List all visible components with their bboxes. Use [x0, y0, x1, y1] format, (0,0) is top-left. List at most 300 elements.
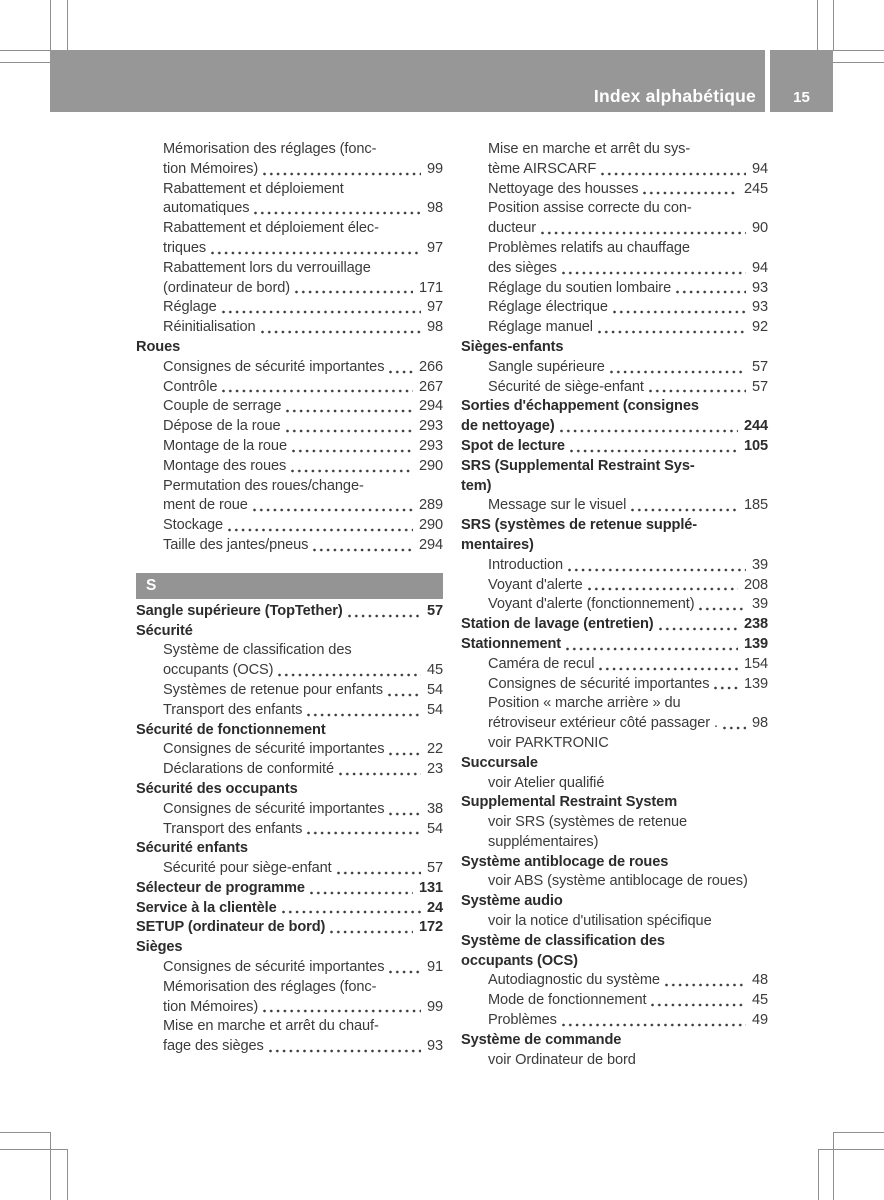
crop-mark [50, 1132, 51, 1200]
crop-mark [0, 50, 50, 51]
crop-mark [833, 1132, 834, 1200]
entry-text: supplémentaires) [488, 833, 599, 850]
crop-mark [50, 0, 51, 50]
entry-text: Introduction [488, 556, 564, 573]
index-entry [461, 259, 768, 279]
crop-mark [833, 50, 884, 51]
index-entry [136, 839, 443, 859]
entry-page-number: 131 [418, 879, 443, 896]
entry-text: Dépose de la roue [163, 418, 281, 435]
entry-page-number: 93 [751, 279, 768, 296]
index-column-right [461, 140, 768, 1070]
crop-mark [67, 1149, 68, 1200]
entry-page-number: 105 [743, 437, 768, 454]
entry-page-number: 54 [426, 701, 443, 718]
entry-text: voir SRS (systèmes de retenue [488, 814, 688, 831]
entry-text: Système antiblocage de roues [461, 853, 669, 870]
index-entry [461, 180, 768, 200]
entry-page-number: 57 [751, 378, 768, 395]
index-entry [461, 932, 768, 952]
dot-leader [599, 667, 738, 671]
index-entry [136, 199, 443, 219]
dot-leader [643, 191, 738, 195]
entry-text: Voyant d'alerte [488, 576, 583, 593]
entry-text: Transport des enfants [163, 820, 303, 837]
entry-text: Supplemental Restraint System [461, 794, 678, 811]
entry-text: Taille des jantes/pneus [163, 536, 309, 553]
index-entry [136, 879, 443, 899]
entry-page-number: 45 [426, 662, 443, 679]
entry-page-number: 99 [426, 160, 443, 177]
crop-mark [0, 62, 50, 63]
entry-text: Systèmes de retenue pour enfants [163, 681, 383, 698]
index-entry [136, 160, 443, 180]
index-entry [461, 536, 768, 556]
entry-text: voir Atelier qualifié [488, 774, 605, 791]
crop-mark [817, 0, 818, 50]
index-entry [461, 971, 768, 991]
entry-page-number: 244 [743, 418, 768, 435]
entry-page-number: 266 [418, 358, 443, 375]
dot-leader [263, 172, 421, 176]
dot-leader [723, 726, 746, 730]
index-entry [461, 833, 768, 853]
entry-text: Caméra de recul [488, 655, 595, 672]
entry-page-number: 24 [426, 899, 443, 916]
index-entry [136, 1017, 443, 1037]
dot-leader [601, 172, 746, 176]
dot-leader [313, 548, 413, 552]
dot-leader [588, 587, 738, 591]
entry-page-number: 93 [751, 299, 768, 316]
index-entry [136, 437, 443, 457]
index-entry [136, 721, 443, 741]
dot-leader [307, 713, 421, 717]
entry-text: SRS (Supplemental Restraint Sys- [461, 457, 695, 474]
entry-text: Rabattement et déploiement élec- [163, 220, 379, 237]
index-entry [136, 457, 443, 477]
dot-leader [651, 1003, 746, 1007]
index-entry [136, 681, 443, 701]
index-entry [461, 754, 768, 774]
crop-mark [833, 62, 884, 63]
index-entry [136, 780, 443, 800]
entry-page-number: 92 [751, 319, 768, 336]
entry-text: Nettoyage des housses [488, 180, 639, 197]
header-bar [50, 50, 765, 112]
entry-page-number: 289 [418, 497, 443, 514]
dot-leader [570, 449, 738, 453]
entry-page-number: 98 [426, 319, 443, 336]
index-column-left [136, 140, 443, 1057]
dot-leader [228, 528, 413, 532]
entry-text: Sièges-enfants [461, 338, 564, 355]
dot-leader [261, 330, 421, 334]
index-entry [136, 918, 443, 938]
dot-leader [295, 290, 413, 294]
entry-text: Système de classification des [461, 932, 665, 949]
entry-text: de nettoyage) [461, 418, 555, 435]
entry-page-number: 293 [418, 437, 443, 454]
index-entry [136, 602, 443, 622]
entry-page-number: 39 [751, 596, 768, 613]
index-entry [136, 279, 443, 299]
entry-text: Station de lavage (entretien) [461, 616, 654, 633]
entry-page-number: 98 [426, 200, 443, 217]
entry-text: Rabattement et déploiement [163, 180, 344, 197]
index-entry [461, 437, 768, 457]
dot-leader [263, 1009, 421, 1013]
entry-page-number: 267 [418, 378, 443, 395]
dot-leader [310, 891, 413, 895]
dot-leader [560, 429, 738, 433]
dot-leader [541, 231, 746, 235]
index-entry [461, 694, 768, 714]
entry-text: Mise en marche et arrêt du chauf- [163, 1018, 379, 1035]
entry-text: SRS (systèmes de retenue supplé- [461, 517, 698, 534]
entry-page-number: 22 [426, 741, 443, 758]
index-entry [461, 655, 768, 675]
dot-leader [389, 370, 413, 374]
entry-text: Sièges [136, 939, 183, 956]
dot-leader [665, 983, 746, 987]
dot-leader [337, 871, 421, 875]
dot-leader [389, 752, 421, 756]
index-entry [136, 859, 443, 879]
dot-leader [659, 627, 738, 631]
entry-page-number: 23 [426, 761, 443, 778]
entry-text: Réglage [163, 299, 217, 316]
entry-text: Réglage manuel [488, 319, 593, 336]
index-entry [461, 199, 768, 219]
index-entry [461, 160, 768, 180]
entry-text: Consignes de sécurité importantes [163, 959, 385, 976]
index-entry [136, 358, 443, 378]
index-entry [136, 938, 443, 958]
entry-page-number: 97 [426, 299, 443, 316]
crop-mark [833, 1132, 884, 1133]
dot-leader [348, 614, 421, 618]
entry-page-number: 294 [418, 536, 443, 553]
index-entry [136, 641, 443, 661]
entry-text: Problèmes relatifs au chauffage [488, 239, 690, 256]
entry-text: occupants (OCS) [461, 952, 578, 969]
dot-leader [286, 409, 413, 413]
index-entry [136, 516, 443, 536]
entry-text: Succursale [461, 754, 538, 771]
entry-text: Montage des roues [163, 457, 287, 474]
index-entry [461, 358, 768, 378]
index-entry [461, 1011, 768, 1031]
dot-leader [676, 290, 746, 294]
entry-text: Contrôle [163, 378, 218, 395]
entry-page-number: 154 [743, 655, 768, 672]
entry-page-number: 139 [743, 675, 768, 692]
dot-leader [222, 310, 421, 314]
entry-text: mentaires) [461, 536, 534, 553]
entry-page-number: 90 [751, 220, 768, 237]
entry-page-number: 57 [751, 358, 768, 375]
dot-leader [388, 693, 421, 697]
entry-text: Consignes de sécurité importantes [163, 800, 385, 817]
entry-text: fage des sièges [163, 1038, 264, 1055]
dot-leader [598, 330, 746, 334]
entry-page-number: 94 [751, 160, 768, 177]
dot-leader [269, 1049, 421, 1053]
entry-page-number: 97 [426, 239, 443, 256]
entry-text: Spot de lecture [461, 437, 565, 454]
entry-page-number: 208 [743, 576, 768, 593]
entry-text: Message sur le visuel [488, 497, 627, 514]
index-entry [461, 318, 768, 338]
index-entry [461, 516, 768, 536]
entry-text: Sécurité [136, 622, 193, 639]
entry-text: (ordinateur de bord) [163, 279, 290, 296]
index-entry [461, 793, 768, 813]
entry-page-number: 94 [751, 259, 768, 276]
dot-leader [389, 970, 421, 974]
entry-page-number: 171 [418, 279, 443, 296]
index-entry [461, 417, 768, 437]
dot-leader [566, 647, 738, 651]
entry-page-number: 245 [743, 180, 768, 197]
page-number: 15 [793, 89, 810, 106]
dot-leader [286, 429, 413, 433]
entry-page-number: 49 [751, 1012, 768, 1029]
index-entry [461, 734, 768, 754]
dot-leader [631, 508, 738, 512]
index-entry [461, 892, 768, 912]
entry-text: Réinitialisation [163, 319, 256, 336]
dot-leader [389, 812, 421, 816]
index-entry [136, 899, 443, 919]
entry-text: tion Mémoires) [163, 998, 259, 1015]
index-entry [461, 140, 768, 160]
section-divider-S [136, 573, 443, 599]
entry-page-number: 293 [418, 418, 443, 435]
index-entry [461, 576, 768, 596]
crop-mark [67, 0, 68, 50]
dot-leader [282, 910, 421, 914]
entry-text: Système de classification des [163, 642, 352, 659]
crop-mark [0, 1132, 50, 1133]
entry-text: ment de roue [163, 497, 248, 514]
dot-leader [307, 831, 421, 835]
page-title: Index alphabétique [593, 85, 756, 106]
dot-leader [649, 389, 746, 393]
entry-text: Consignes de sécurité importantes [488, 675, 710, 692]
entry-text: Service à la clientèle [136, 899, 277, 916]
index-entry [136, 740, 443, 760]
entry-page-number: 48 [751, 972, 768, 989]
entry-page-number: 57 [426, 602, 443, 619]
index-entry [461, 496, 768, 516]
entry-page-number: 54 [426, 820, 443, 837]
entry-text: Réglage du soutien lombaire [488, 279, 672, 296]
dot-leader [292, 449, 413, 453]
index-entry [461, 378, 768, 398]
index-entry [136, 378, 443, 398]
entry-text: Sécurité enfants [136, 840, 248, 857]
entry-text: Problèmes [488, 1012, 557, 1029]
entry-page-number: 290 [418, 517, 443, 534]
entry-page-number: 93 [426, 1038, 443, 1055]
entry-text: Consignes de sécurité importantes [163, 358, 385, 375]
entry-text: voir ABS (système antiblocage de roues) [488, 873, 748, 890]
entry-text: Sécurité de fonctionnement [136, 721, 326, 738]
index-entry [136, 978, 443, 998]
entry-text: Sorties d'échappement (consignes [461, 398, 699, 415]
entry-text: Position « marche arrière » du [488, 695, 681, 712]
dot-leader [568, 568, 746, 572]
entry-text: Transport des enfants [163, 701, 303, 718]
entry-text: tème AIRSCARF [488, 160, 597, 177]
crop-mark [818, 1149, 884, 1150]
entry-text: voir PARKTRONIC [488, 734, 609, 751]
dot-leader [330, 930, 413, 934]
index-entry [461, 813, 768, 833]
dot-leader [254, 211, 421, 215]
entry-text: Voyant d'alerte (fonctionnement) [488, 596, 695, 613]
entry-text: ducteur [488, 220, 536, 237]
entry-text: Système audio [461, 893, 563, 910]
entry-page-number: 99 [426, 998, 443, 1015]
index-entry [461, 675, 768, 695]
index-entry [136, 219, 443, 239]
entry-page-number: 45 [751, 992, 768, 1009]
index-entry [136, 1037, 443, 1057]
index-entry [461, 595, 768, 615]
entry-text: Permutation des roues/change- [163, 477, 364, 494]
index-entry [136, 760, 443, 780]
index-entry [136, 298, 443, 318]
entry-text: voir la notice d'utilisation spécifique [488, 913, 712, 930]
index-entry [461, 1031, 768, 1051]
entry-text: Sécurité pour siège-enfant [163, 860, 332, 877]
entry-page-number: 98 [751, 715, 768, 732]
index-entry [461, 1051, 768, 1071]
entry-page-number: 54 [426, 681, 443, 698]
crop-mark [818, 1149, 819, 1200]
entry-text: rétroviseur extérieur côté passager . [488, 715, 718, 732]
index-entry [136, 180, 443, 200]
index-entry [461, 338, 768, 358]
index-entry [461, 615, 768, 635]
index-entry [136, 820, 443, 840]
entry-page-number: 172 [418, 919, 443, 936]
entry-text: Autodiagnostic du système [488, 972, 660, 989]
index-entry [461, 714, 768, 734]
index-entry [461, 457, 768, 477]
dot-leader [610, 370, 746, 374]
entry-page-number: 290 [418, 457, 443, 474]
entry-text: Rabattement lors du verrouillage [163, 259, 371, 276]
entry-page-number: 238 [743, 616, 768, 633]
dot-leader [253, 508, 413, 512]
dot-leader [699, 607, 745, 611]
index-entry [136, 140, 443, 160]
entry-page-number: 39 [751, 556, 768, 573]
index-entry [136, 998, 443, 1018]
dot-leader [211, 251, 421, 255]
index-entry [461, 952, 768, 972]
entry-text: Sangle supérieure [488, 358, 605, 375]
index-entry [136, 318, 443, 338]
index-entry [461, 477, 768, 497]
entry-text: Réglage électrique [488, 299, 608, 316]
index-entry [461, 219, 768, 239]
entry-text: occupants (OCS) [163, 662, 274, 679]
index-entry [136, 622, 443, 642]
index-entry [136, 477, 443, 497]
index-entry [461, 635, 768, 655]
entry-text: Déclarations de conformité [163, 761, 334, 778]
index-entry [136, 259, 443, 279]
index-entry [461, 397, 768, 417]
index-entry [136, 338, 443, 358]
entry-text: Couple de serrage [163, 398, 282, 415]
index-entry [461, 298, 768, 318]
page-number-box [770, 50, 833, 112]
entry-text: voir Ordinateur de bord [488, 1051, 636, 1068]
entry-text: Roues [136, 338, 181, 355]
index-entry [461, 279, 768, 299]
entry-text: Position assise correcte du con- [488, 200, 692, 217]
entry-page-number: 38 [426, 800, 443, 817]
dot-leader [714, 686, 738, 690]
entry-text: des sièges [488, 259, 557, 276]
index-entry [461, 239, 768, 259]
dot-leader [222, 389, 413, 393]
entry-page-number: 139 [743, 635, 768, 652]
index-entry [461, 991, 768, 1011]
entry-page-number: 185 [743, 497, 768, 514]
entry-page-number: 57 [426, 860, 443, 877]
index-entry [136, 496, 443, 516]
index-entry [136, 417, 443, 437]
dot-leader [613, 310, 746, 314]
crop-mark [833, 0, 834, 50]
entry-text: Sélecteur de programme [136, 879, 305, 896]
dot-leader [562, 271, 746, 275]
entry-text: automatiques [163, 200, 250, 217]
entry-text: Sécurité des occupants [136, 780, 298, 797]
dot-leader [562, 1023, 746, 1027]
entry-text: tem) [461, 477, 492, 494]
dot-leader [291, 469, 413, 473]
section-letter: S [146, 576, 157, 594]
dot-leader [278, 673, 421, 677]
entry-text: Stockage [163, 517, 224, 534]
index-entry [136, 800, 443, 820]
entry-text: Stationnement [461, 635, 562, 652]
dot-leader [339, 772, 421, 776]
entry-text: Mode de fonctionnement [488, 992, 647, 1009]
entry-page-number: 91 [426, 959, 443, 976]
index-entry [136, 661, 443, 681]
entry-text: Consignes de sécurité importantes [163, 741, 385, 758]
index-entry [461, 774, 768, 794]
entry-text: Mise en marche et arrêt du sys- [488, 141, 691, 157]
entry-text: Montage de la roue [163, 437, 287, 454]
entry-text: Sécurité de siège-enfant [488, 378, 644, 395]
index-entry [136, 536, 443, 556]
entry-page-number: 294 [418, 398, 443, 415]
crop-mark [0, 1149, 67, 1150]
index-entry [136, 397, 443, 417]
index-entry [136, 239, 443, 259]
entry-text: SETUP (ordinateur de bord) [136, 919, 326, 936]
